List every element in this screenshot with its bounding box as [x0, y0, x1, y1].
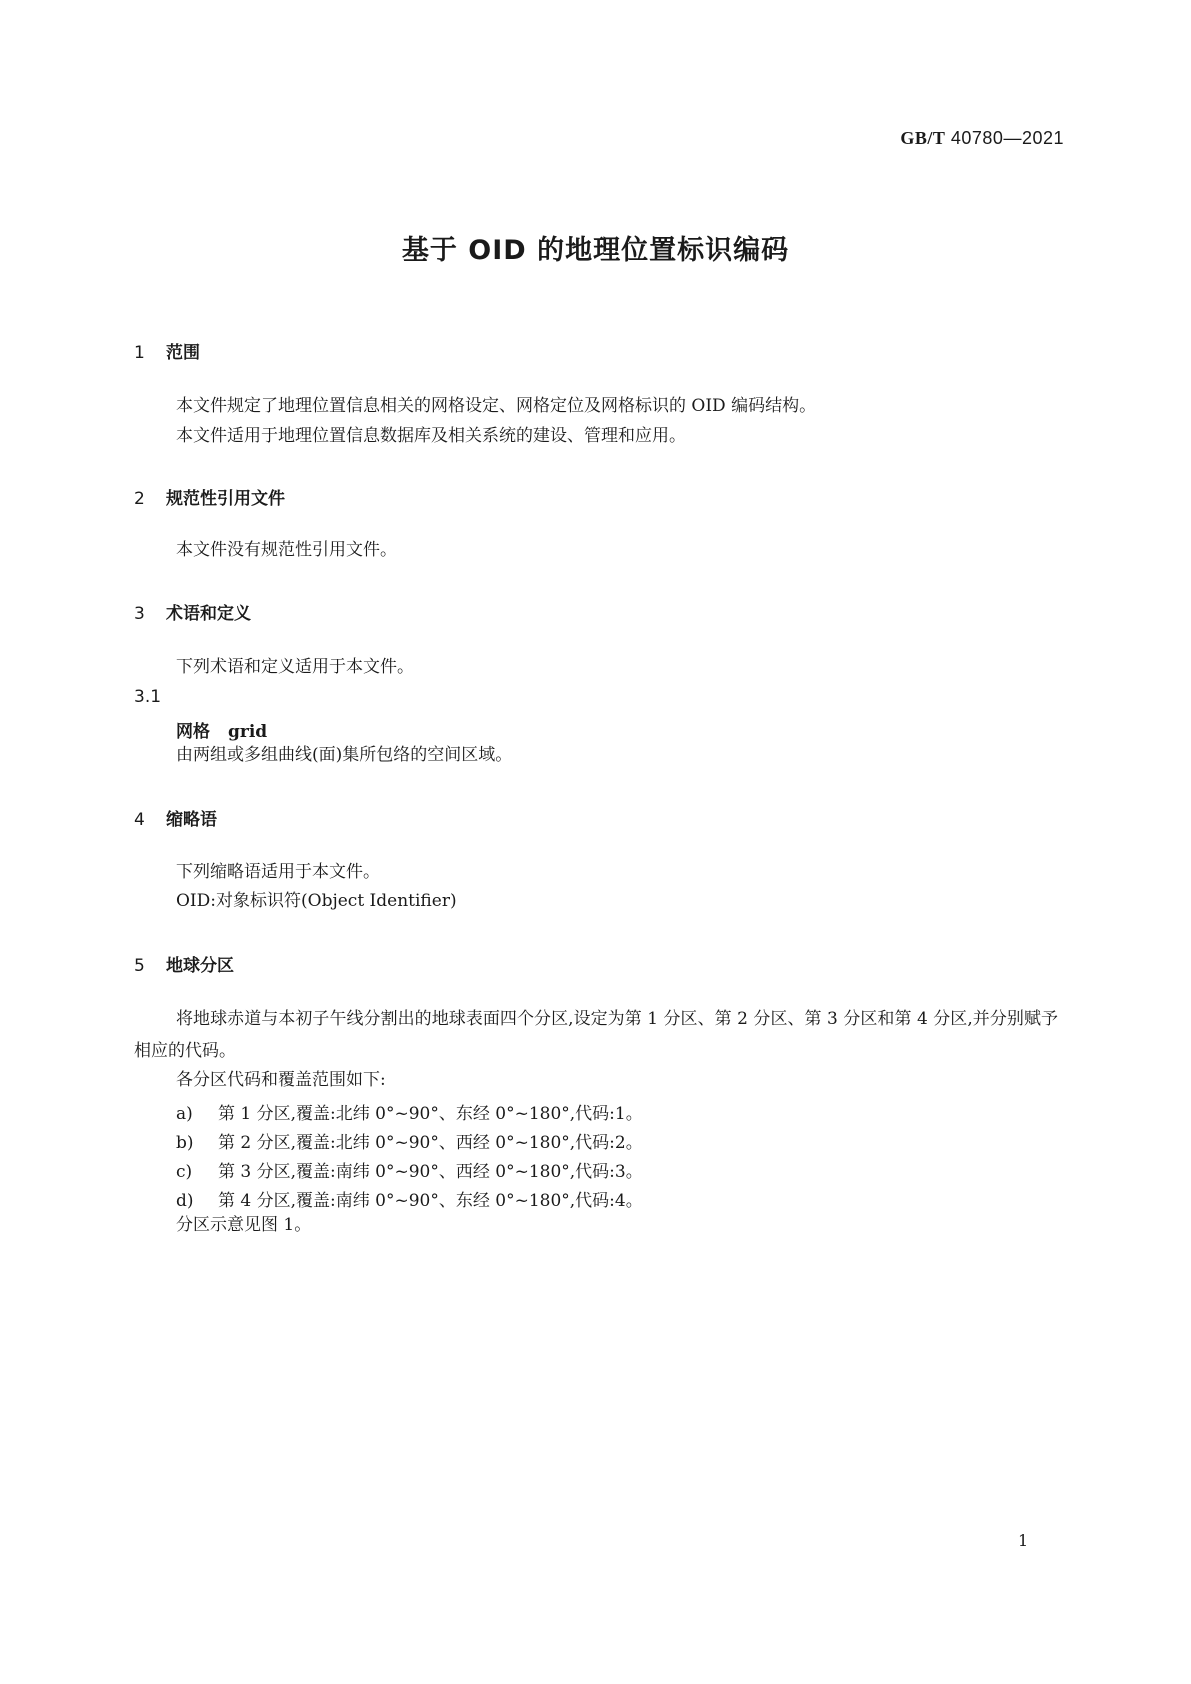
list-item	[176, 1099, 643, 1124]
standard-prefix: GB/T	[900, 128, 946, 148]
list-item-text: 第 4 分区,覆盖:南纬 0°~90°、东经 0°~180°,代码:4。	[218, 1191, 643, 1211]
section-title: 术语和定义	[166, 604, 251, 624]
list-marker: c)	[176, 1162, 193, 1182]
section-heading-1	[134, 338, 200, 363]
paragraph: OID:对象标识符(Object Identifier)	[176, 891, 457, 911]
section-heading-5	[134, 951, 234, 976]
paragraph: 本文件规定了地理位置信息相关的网格设定、网格定位及网格标识的 OID 编码结构。	[176, 396, 817, 416]
paragraph: 分区示意见图 1。	[176, 1215, 312, 1235]
term-entry	[176, 717, 267, 742]
list-item	[176, 1186, 643, 1211]
section-title: 规范性引用文件	[166, 489, 285, 509]
standard-code: 40780—2021	[950, 128, 1064, 148]
document-title: 基于 OID 的地理位置标识编码	[401, 235, 790, 266]
section-title: 缩略语	[166, 810, 217, 830]
paragraph: 本文件没有规范性引用文件。	[176, 540, 397, 560]
term-chinese: 网格	[176, 722, 210, 742]
list-item-text: 第 3 分区,覆盖:南纬 0°~90°、西经 0°~180°,代码:3。	[218, 1162, 643, 1182]
term-english: grid	[228, 722, 268, 742]
section-heading-2	[134, 484, 285, 509]
list-marker: d)	[176, 1191, 194, 1211]
section-title: 地球分区	[166, 956, 234, 976]
list-item-text: 第 2 分区,覆盖:北纬 0°~90°、西经 0°~180°,代码:2。	[218, 1133, 643, 1153]
section-number: 5	[134, 956, 145, 976]
standard-number	[900, 128, 1064, 149]
list-marker: a)	[176, 1104, 193, 1124]
section-number: 3	[134, 604, 145, 624]
paragraph: 下列缩略语适用于本文件。	[176, 862, 380, 882]
section-number: 2	[134, 489, 145, 509]
section-number: 4	[134, 810, 145, 830]
list-marker: b)	[176, 1133, 194, 1153]
list-item	[176, 1157, 643, 1182]
paragraph: 各分区代码和覆盖范围如下:	[176, 1070, 386, 1090]
subsection-number: 3.1	[134, 687, 162, 707]
list-item	[176, 1128, 643, 1153]
section-heading-3	[134, 599, 251, 624]
paragraph: 下列术语和定义适用于本文件。	[176, 657, 414, 677]
paragraph: 本文件适用于地理位置信息数据库及相关系统的建设、管理和应用。	[176, 426, 686, 446]
page-number: 1	[1018, 1531, 1029, 1550]
section-number: 1	[134, 343, 145, 363]
section-title: 范围	[166, 343, 200, 363]
section-heading-4	[134, 805, 217, 830]
list-item-text: 第 1 分区,覆盖:北纬 0°~90°、东经 0°~180°,代码:1。	[218, 1104, 643, 1124]
term-definition: 由两组或多组曲线(面)集所包络的空间区域。	[176, 745, 513, 765]
paragraph: 将地球赤道与本初子午线分割出的地球表面四个分区,设定为第 1 分区、第 2 分区、第 3 分区和第 4 分区,并分别赋予相应的代码。	[134, 1009, 1058, 1061]
